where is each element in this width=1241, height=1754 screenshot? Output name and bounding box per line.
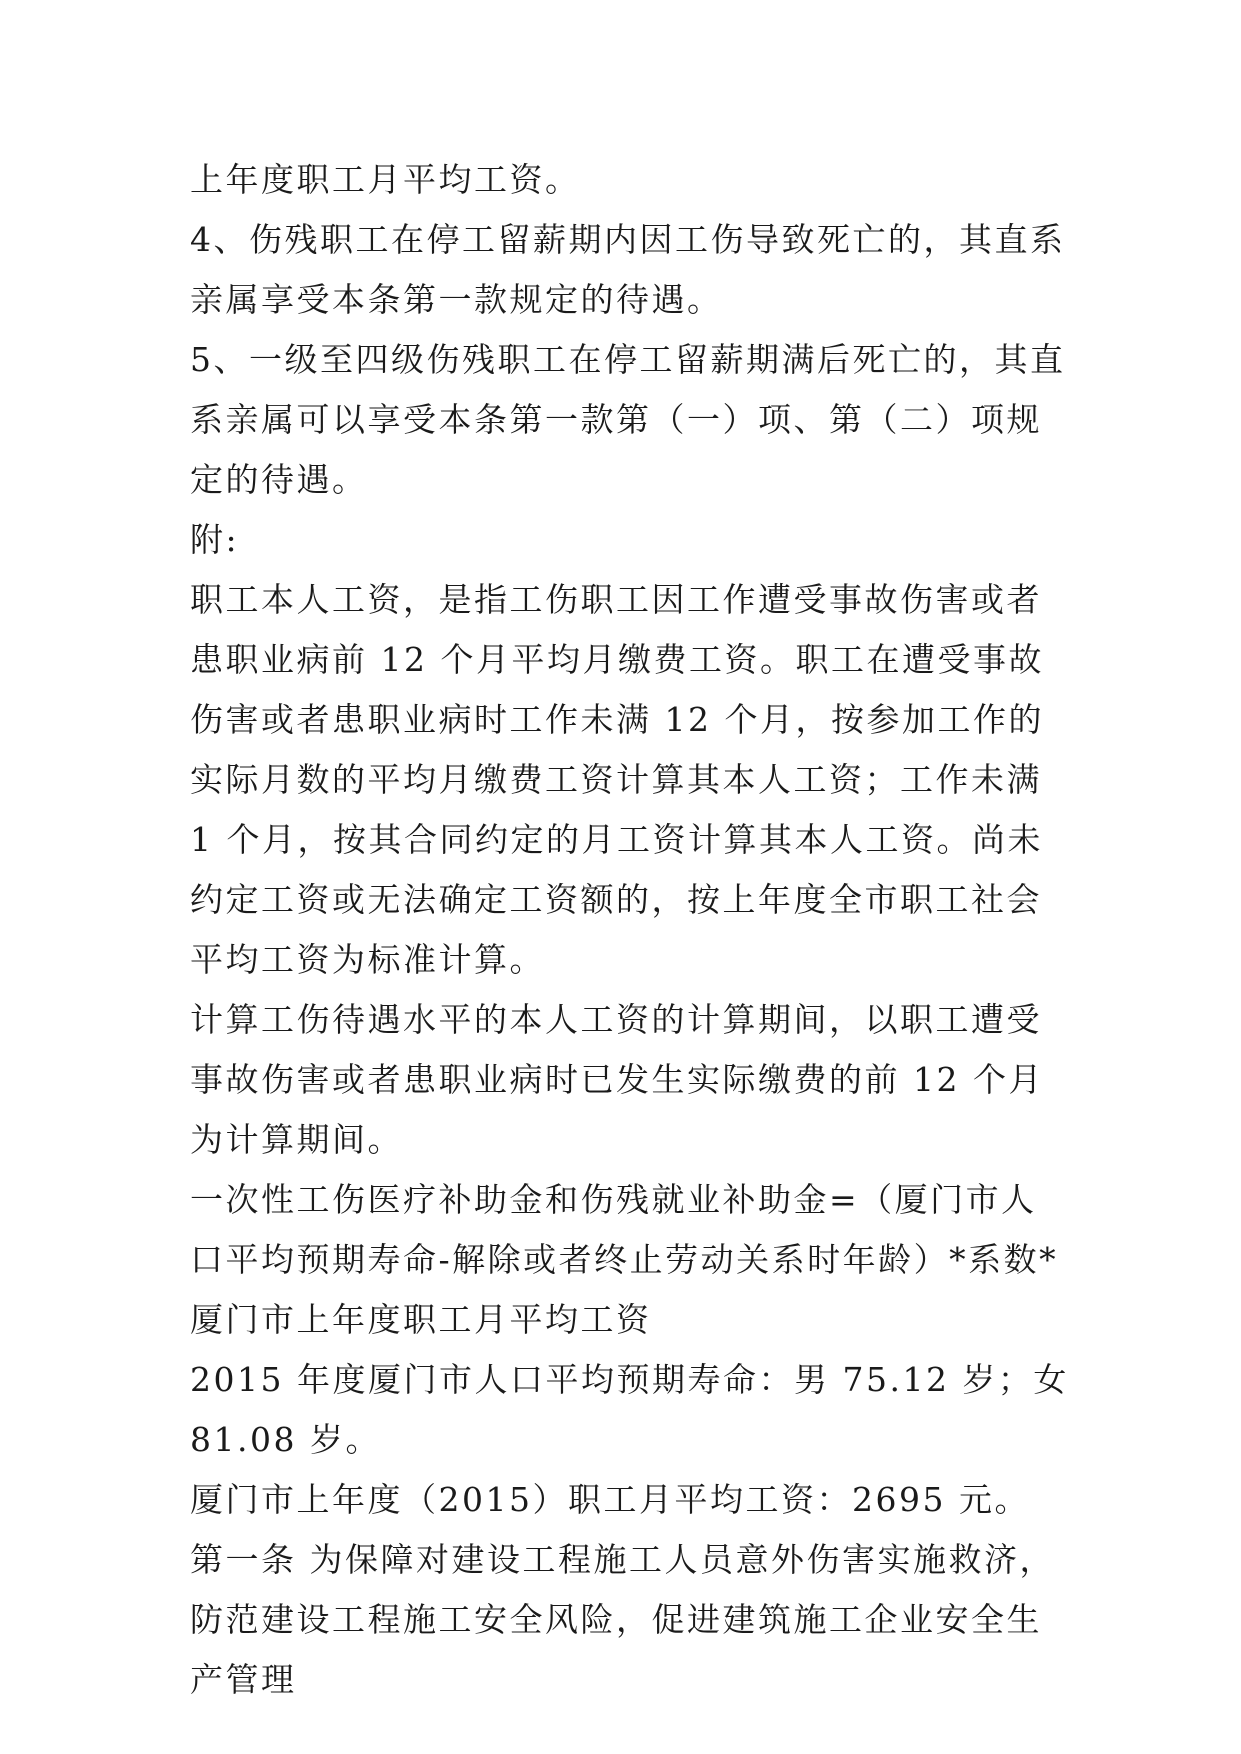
paragraph-personal-wage-definition: 职工本人工资，是指工伤职工因工作遭受事故伤害或者患职业病前 12 个月平均月缴费工资。职工在遭受事故伤害或者患职业病时工作未满 12 个月，按参加工作的实际月数的平均月缴费工资计算其本人工资；工作未满 1 个月，按其合同约定的月工资计算其本人工资。尚未约定工资或无法确定工资额的，按上年度全市职工社会平均工资为标准计算。	[190, 580, 1044, 979]
paragraph-item-5: 5、一级至四级伤残职工在停工留薪期满后死亡的，其直系亲属可以享受本条第一款第（一）项、第（二）项规定的待遇。	[190, 340, 1066, 499]
document-body	[190, 150, 1070, 1710]
paragraph-subsidy-formula: 一次性工伤医疗补助金和伤残就业补助金=（厦门市人口平均预期寿命-解除或者终止劳动关系时年龄）*系数*厦门市上年度职工月平均工资	[190, 1180, 1059, 1339]
paragraph-wage-continuation: 上年度职工月平均工资。	[190, 160, 581, 199]
paragraph-article-one: 第一条 为保障对建设工程施工人员意外伤害实施救济，防范建设工程施工安全风险，促进建筑施工企业安全生产管理	[190, 1540, 1055, 1699]
paragraph-average-wage: 厦门市上年度（2015）职工月平均工资：2695 元。	[190, 1480, 1030, 1519]
paragraph-appendix-heading: 附:	[190, 520, 240, 559]
paragraph-life-expectancy: 2015 年度厦门市人口平均预期寿命：男 75.12 岁；女 81.08 岁。	[190, 1360, 1069, 1459]
paragraph-calculation-period: 计算工伤待遇水平的本人工资的计算期间，以职工遭受事故伤害或者患职业病时已发生实际缴费的前 12 个月为计算期间。	[190, 1000, 1044, 1159]
paragraph-item-4: 4、伤残职工在停工留薪期内因工伤导致死亡的，其直系亲属享受本条第一款规定的待遇。	[190, 220, 1066, 319]
